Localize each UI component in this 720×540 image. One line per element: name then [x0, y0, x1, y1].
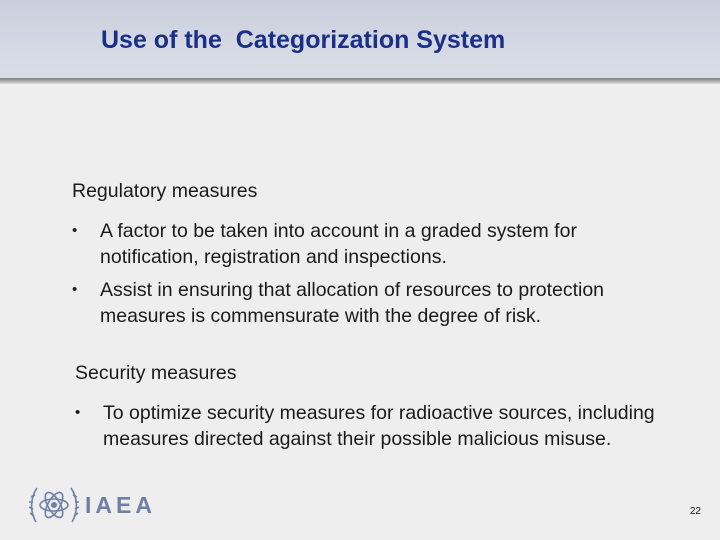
section-heading-regulatory: Regulatory measures — [72, 180, 258, 202]
bullet-marker: • — [72, 222, 78, 239]
bullet-marker: • — [75, 404, 81, 421]
iaea-emblem-icon — [28, 482, 80, 528]
bullet-item — [72, 218, 632, 270]
bullet-text: Assist in ensuring that allocation of resources to protection measures is commensurate with the degree of risk. — [100, 279, 605, 327]
iaea-logo-text: IAEA — [85, 492, 156, 518]
bullet-item — [72, 277, 657, 329]
bullet-item — [75, 400, 665, 452]
page-number: 22 — [689, 506, 701, 517]
bullet-text: To optimize security measures for radioactive sources, including measures directed against their possible malicious misuse. — [103, 402, 655, 450]
section-heading-security: Security measures — [75, 362, 237, 384]
bullet-text: A factor to be taken into account in a graded system for notification, registration and inspections. — [100, 220, 577, 268]
bullet-marker: • — [72, 281, 78, 298]
slide-title: Use of the Categorization System — [101, 26, 506, 54]
